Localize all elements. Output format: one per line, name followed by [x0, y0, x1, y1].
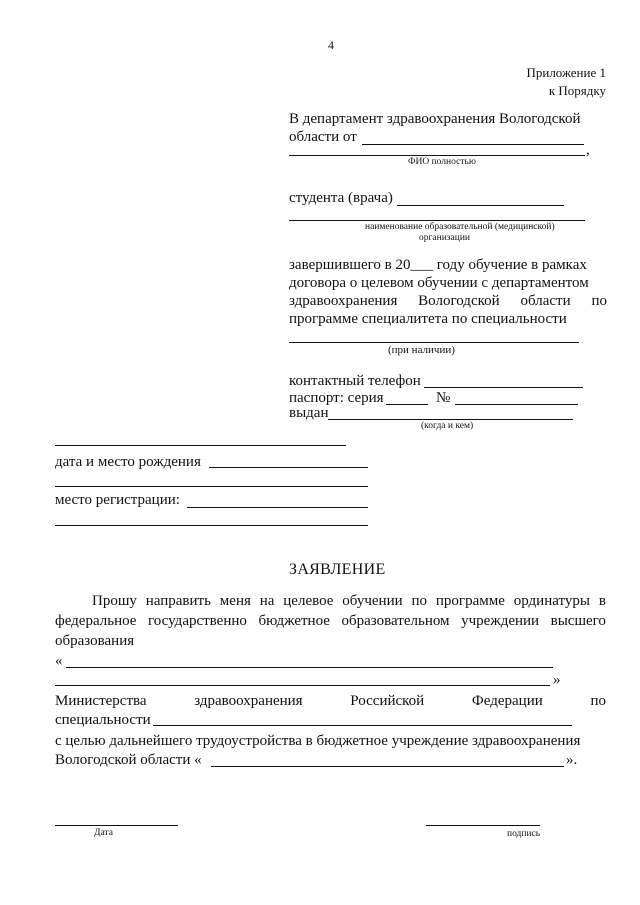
word: федеральное	[55, 613, 137, 629]
phone-field[interactable]	[424, 387, 583, 388]
appendix-label	[526, 64, 606, 100]
word: по	[591, 293, 607, 309]
word: ординатуры	[513, 593, 590, 609]
word: обучении	[342, 593, 403, 609]
passport-number-field[interactable]	[455, 404, 578, 405]
specialty-field[interactable]	[289, 342, 579, 343]
word: области	[520, 293, 571, 309]
issued-caption: (когда и кем)	[421, 421, 474, 431]
word: здравоохранения	[194, 693, 303, 709]
sender-name-field-2[interactable]	[289, 155, 585, 156]
completed-line-3	[289, 292, 607, 310]
word: на	[259, 593, 275, 609]
word: по	[590, 693, 606, 709]
completed-line-4: программе специалитета по специальности	[289, 311, 567, 327]
if-any-caption: (при наличии)	[388, 344, 455, 356]
word: Министерства	[55, 693, 147, 709]
specialty-label: специальности	[55, 712, 151, 728]
signature-caption: подпись	[507, 829, 541, 839]
addressee-line-2: области от	[289, 129, 357, 145]
region-institution-field[interactable]	[211, 766, 564, 767]
word: бюджетное	[258, 613, 330, 629]
registration-label: место регистрации:	[55, 492, 180, 508]
passport-label: паспорт: серия	[289, 390, 384, 406]
name-line-left[interactable]	[55, 445, 346, 446]
addressee-line-1: В департамент здравоохранения Вологодской	[289, 111, 581, 127]
appendix-line-2: к Порядку	[548, 83, 606, 98]
registration-field[interactable]	[187, 507, 368, 508]
region-label: Вологодской области «	[55, 752, 202, 768]
institution-caption-2: организации	[419, 233, 471, 243]
fio-caption: ФИО полностью	[408, 157, 476, 167]
phone-label: контактный телефон	[289, 373, 421, 389]
ministry-line	[55, 692, 606, 710]
word: высшего	[550, 613, 606, 629]
comma: ,	[586, 142, 590, 158]
word: Вологодской	[418, 293, 500, 309]
body-line-2	[55, 612, 606, 630]
passport-number-label: №	[436, 390, 451, 406]
completed-line-1: завершившего в 20___ году обучение в рамках	[289, 257, 587, 273]
student-label: студента (врача)	[289, 190, 393, 206]
word: Прошу	[92, 593, 137, 609]
institution-name-field[interactable]	[66, 667, 553, 668]
institution-field[interactable]	[289, 220, 585, 221]
body-specialty-field[interactable]	[153, 725, 572, 726]
date-caption: Дата	[94, 828, 113, 838]
birth-field-2[interactable]	[55, 486, 368, 487]
open-quote: «	[55, 653, 63, 669]
document-title: ЗАЯВЛЕНИЕ	[289, 561, 386, 578]
signature-field[interactable]	[426, 825, 540, 826]
word: Российской	[350, 693, 425, 709]
body-line-3: образования	[55, 633, 135, 649]
birth-label: дата и место рождения	[55, 454, 201, 470]
word: меня	[219, 593, 251, 609]
word: целевое	[283, 593, 334, 609]
page-number: 4	[328, 38, 334, 52]
appendix-line-1: Приложение 1	[526, 65, 606, 80]
purpose-line: с целью дальнейшего трудоустройства в бюджетное учреждение здравоохранения	[55, 733, 581, 749]
word: направить	[145, 593, 211, 609]
issued-label: выдан	[289, 405, 329, 421]
sender-name-field[interactable]	[362, 144, 584, 145]
institution-caption-1: наименование образовательной (медицинской)	[365, 222, 555, 232]
body-line-1	[92, 592, 606, 610]
close-quote: »	[553, 672, 561, 688]
completed-line-2: договора о целевом обучении с департаментом	[289, 275, 589, 291]
institution-name-field-2[interactable]	[55, 685, 550, 686]
student-field[interactable]	[397, 205, 564, 206]
passport-series-field[interactable]	[386, 404, 428, 405]
word: Федерации	[471, 693, 543, 709]
word: государственно	[148, 613, 247, 629]
word: программе	[435, 593, 505, 609]
word: образовательном	[341, 613, 450, 629]
registration-field-2[interactable]	[55, 525, 368, 526]
word: в	[598, 593, 606, 609]
word: по	[411, 593, 428, 609]
date-field[interactable]	[55, 825, 178, 826]
birth-field[interactable]	[209, 467, 368, 468]
word: учреждении	[461, 613, 540, 629]
issued-field[interactable]	[328, 419, 573, 420]
region-end: ».	[566, 752, 578, 768]
word: здравоохранения	[289, 293, 398, 309]
